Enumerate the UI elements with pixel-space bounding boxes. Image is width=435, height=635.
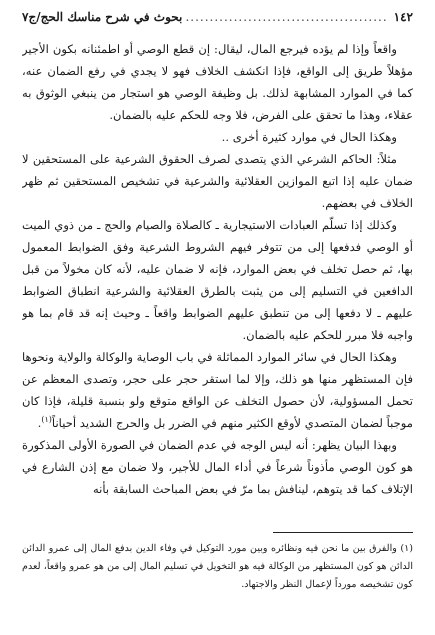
paragraph: مثلاً: الحاكم الشرعي الذي يتصدى لصرف الحقوق الشرعية على المستحقين لا ضمان عليه إذا اتبع الموازين العقلائية والشرعية في تشخيص المستحقين ثم ظهر الخلاف في بعضهم.	[22, 152, 413, 210]
footnote: (١) والفرق بين ما نحن فيه ونظائره وبين مورد التوكيل في وفاء الدين بدفع المال إلى عمرو الدائن الدائن هو كون المستظهر من الوكالة فيه هو التخويل في تسليم المال إلى من هو عمرو واقعاً، لعدم كون تشخيصه مورداً لإعمال النظر والاجتهاد.	[22, 543, 413, 590]
page-number: ١٤٢	[393, 10, 413, 24]
page-header	[22, 10, 413, 32]
paragraph-with-footnote	[22, 346, 413, 434]
paragraph: وبهذا البيان يظهر: أنه ليس الوجه في عدم الضمان في الصورة الأولى المذكورة هو كون الوصي مأذوناً شرعاً في أداء المال للأجير، ولا ضمان مع إذن الشارع في الإتلاف كما قد يتوهم، لينافش بما مرّ في بعض المباحث السابقة بأنه	[22, 438, 413, 496]
footnote-divider	[273, 532, 413, 533]
footnote-reference[interactable]: (١)	[41, 415, 52, 425]
paragraph-text: وهكذا الحال في سائر الموارد المماثلة في باب الوصاية والوكالة والولاية ونحوها فإن المستظهر منها هو ذلك، وإلا لما استقر حجر على حجر، وتصدى المعظم عن تحمل المسؤولية، لأن حصول التخلف عن الواقع متوقع ولو بنسبة قليلة، فإذا كان موجباً لضمان المتصدي لأوقع الكثير منهم في الضرر بل والحرج الشديد أحياناً	[22, 350, 413, 430]
paragraph: واقعاً وإذا لم يؤده فيرجع المال، ليقال: إن قطع الوصي أو اطمئنانه بكون الأجير مؤهلاً طريق إلى الواقع، فإذا انكشف الخلاف فهو لا يجدي في رفع الضمان عنه، كما في الموارد المشابهة لذلك. بل وظيفة الوصي هو استجار من ينبغي الوثوق به عقلاء، وهذا ما تحقق على الفرض، فلا وجه للحكم عليه بالضمان.	[22, 42, 413, 122]
paragraph: وهكذا الحال في موارد كثيرة أخرى ..	[221, 130, 397, 144]
book-page	[22, 10, 413, 625]
page-body	[22, 38, 413, 500]
paragraph: وكذلك إذا تسلّم العبادات الاستيجارية ـ كالصلاة والصيام والحج ـ من ذوي الميت أو الوصي فدفعها إلى من تتوفر فيهم الشروط الشرعية وفق الضوابط المعمول بها، ثم حصل تخلف في بعض الموارد، فإنه لا ضمان عليه، لأنه كان مخولاً من قبل الدافعين في التسليم إلى من يثبت بالطرق العقلائية والشرعية انطباق الضوابط عليهم ـ لا دفعها إلى من تنطبق عليهم الضوابط واقعاً ـ وحيث إنه قد قام بما هو واجبه فلا مبرر للحكم عليه بالضمان.	[22, 218, 413, 342]
header-dot-leader: ..........................................	[185, 10, 388, 24]
book-title: بحوث في شرح مناسك الحج/ج٧	[22, 10, 183, 24]
paragraph-tail: .	[37, 416, 42, 430]
